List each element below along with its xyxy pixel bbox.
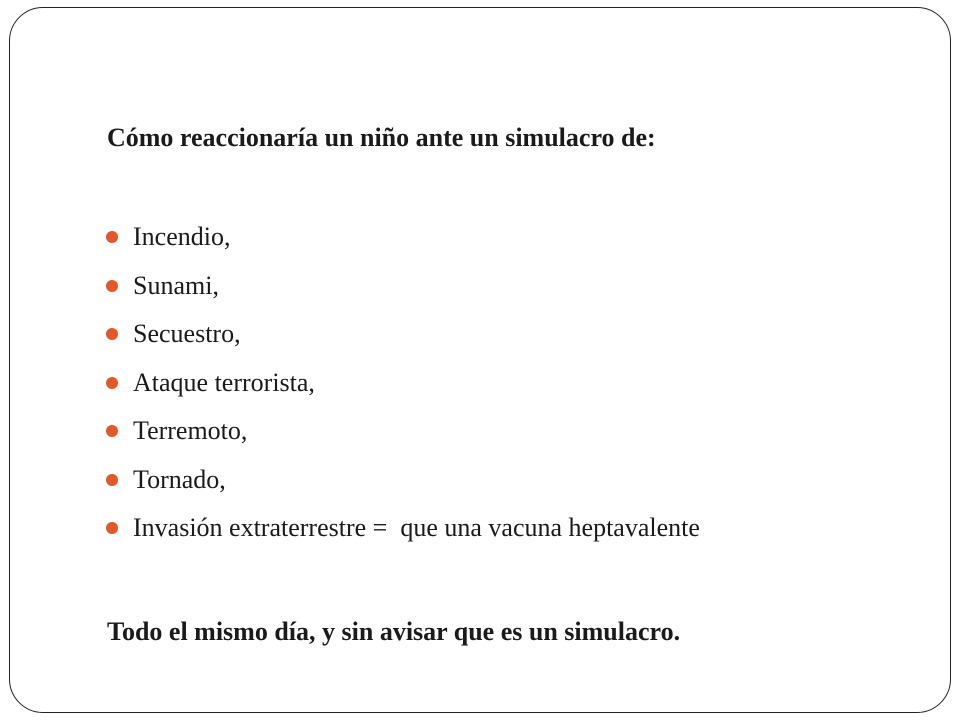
- slide-footer: Todo el mismo día, y sin avisar que es un simulacro.: [107, 617, 681, 646]
- simulacro-list: [104, 215, 700, 555]
- list-item: [104, 409, 700, 458]
- list-item-label: Secuestro,: [133, 319, 241, 348]
- list-item-label: Invasión extraterrestre = que una vacuna heptavalente: [133, 513, 700, 542]
- bullet-dot-icon: [106, 474, 118, 486]
- list-item: [104, 264, 700, 313]
- slide-heading: Cómo reaccionaría un niño ante un simulacro de:: [107, 123, 656, 152]
- list-item-label: Terremoto,: [133, 416, 248, 445]
- list-item-label: Tornado,: [133, 464, 226, 494]
- list-item-label: Ataque terrorista,: [133, 367, 315, 397]
- list-item: [104, 312, 700, 361]
- list-item-label: Incendio,: [133, 222, 231, 251]
- list-item: [104, 215, 700, 264]
- bullet-dot-icon: [106, 280, 118, 292]
- bullet-dot-icon: [106, 231, 118, 243]
- list-item: [104, 458, 700, 507]
- bullet-dot-icon: [106, 522, 118, 534]
- bullet-dot-icon: [106, 328, 118, 340]
- bullet-dot-icon: [106, 377, 118, 389]
- list-item-label: Sunami,: [133, 270, 219, 300]
- list-item: [104, 506, 700, 555]
- list-item: [104, 361, 700, 410]
- bullet-dot-icon: [106, 425, 118, 437]
